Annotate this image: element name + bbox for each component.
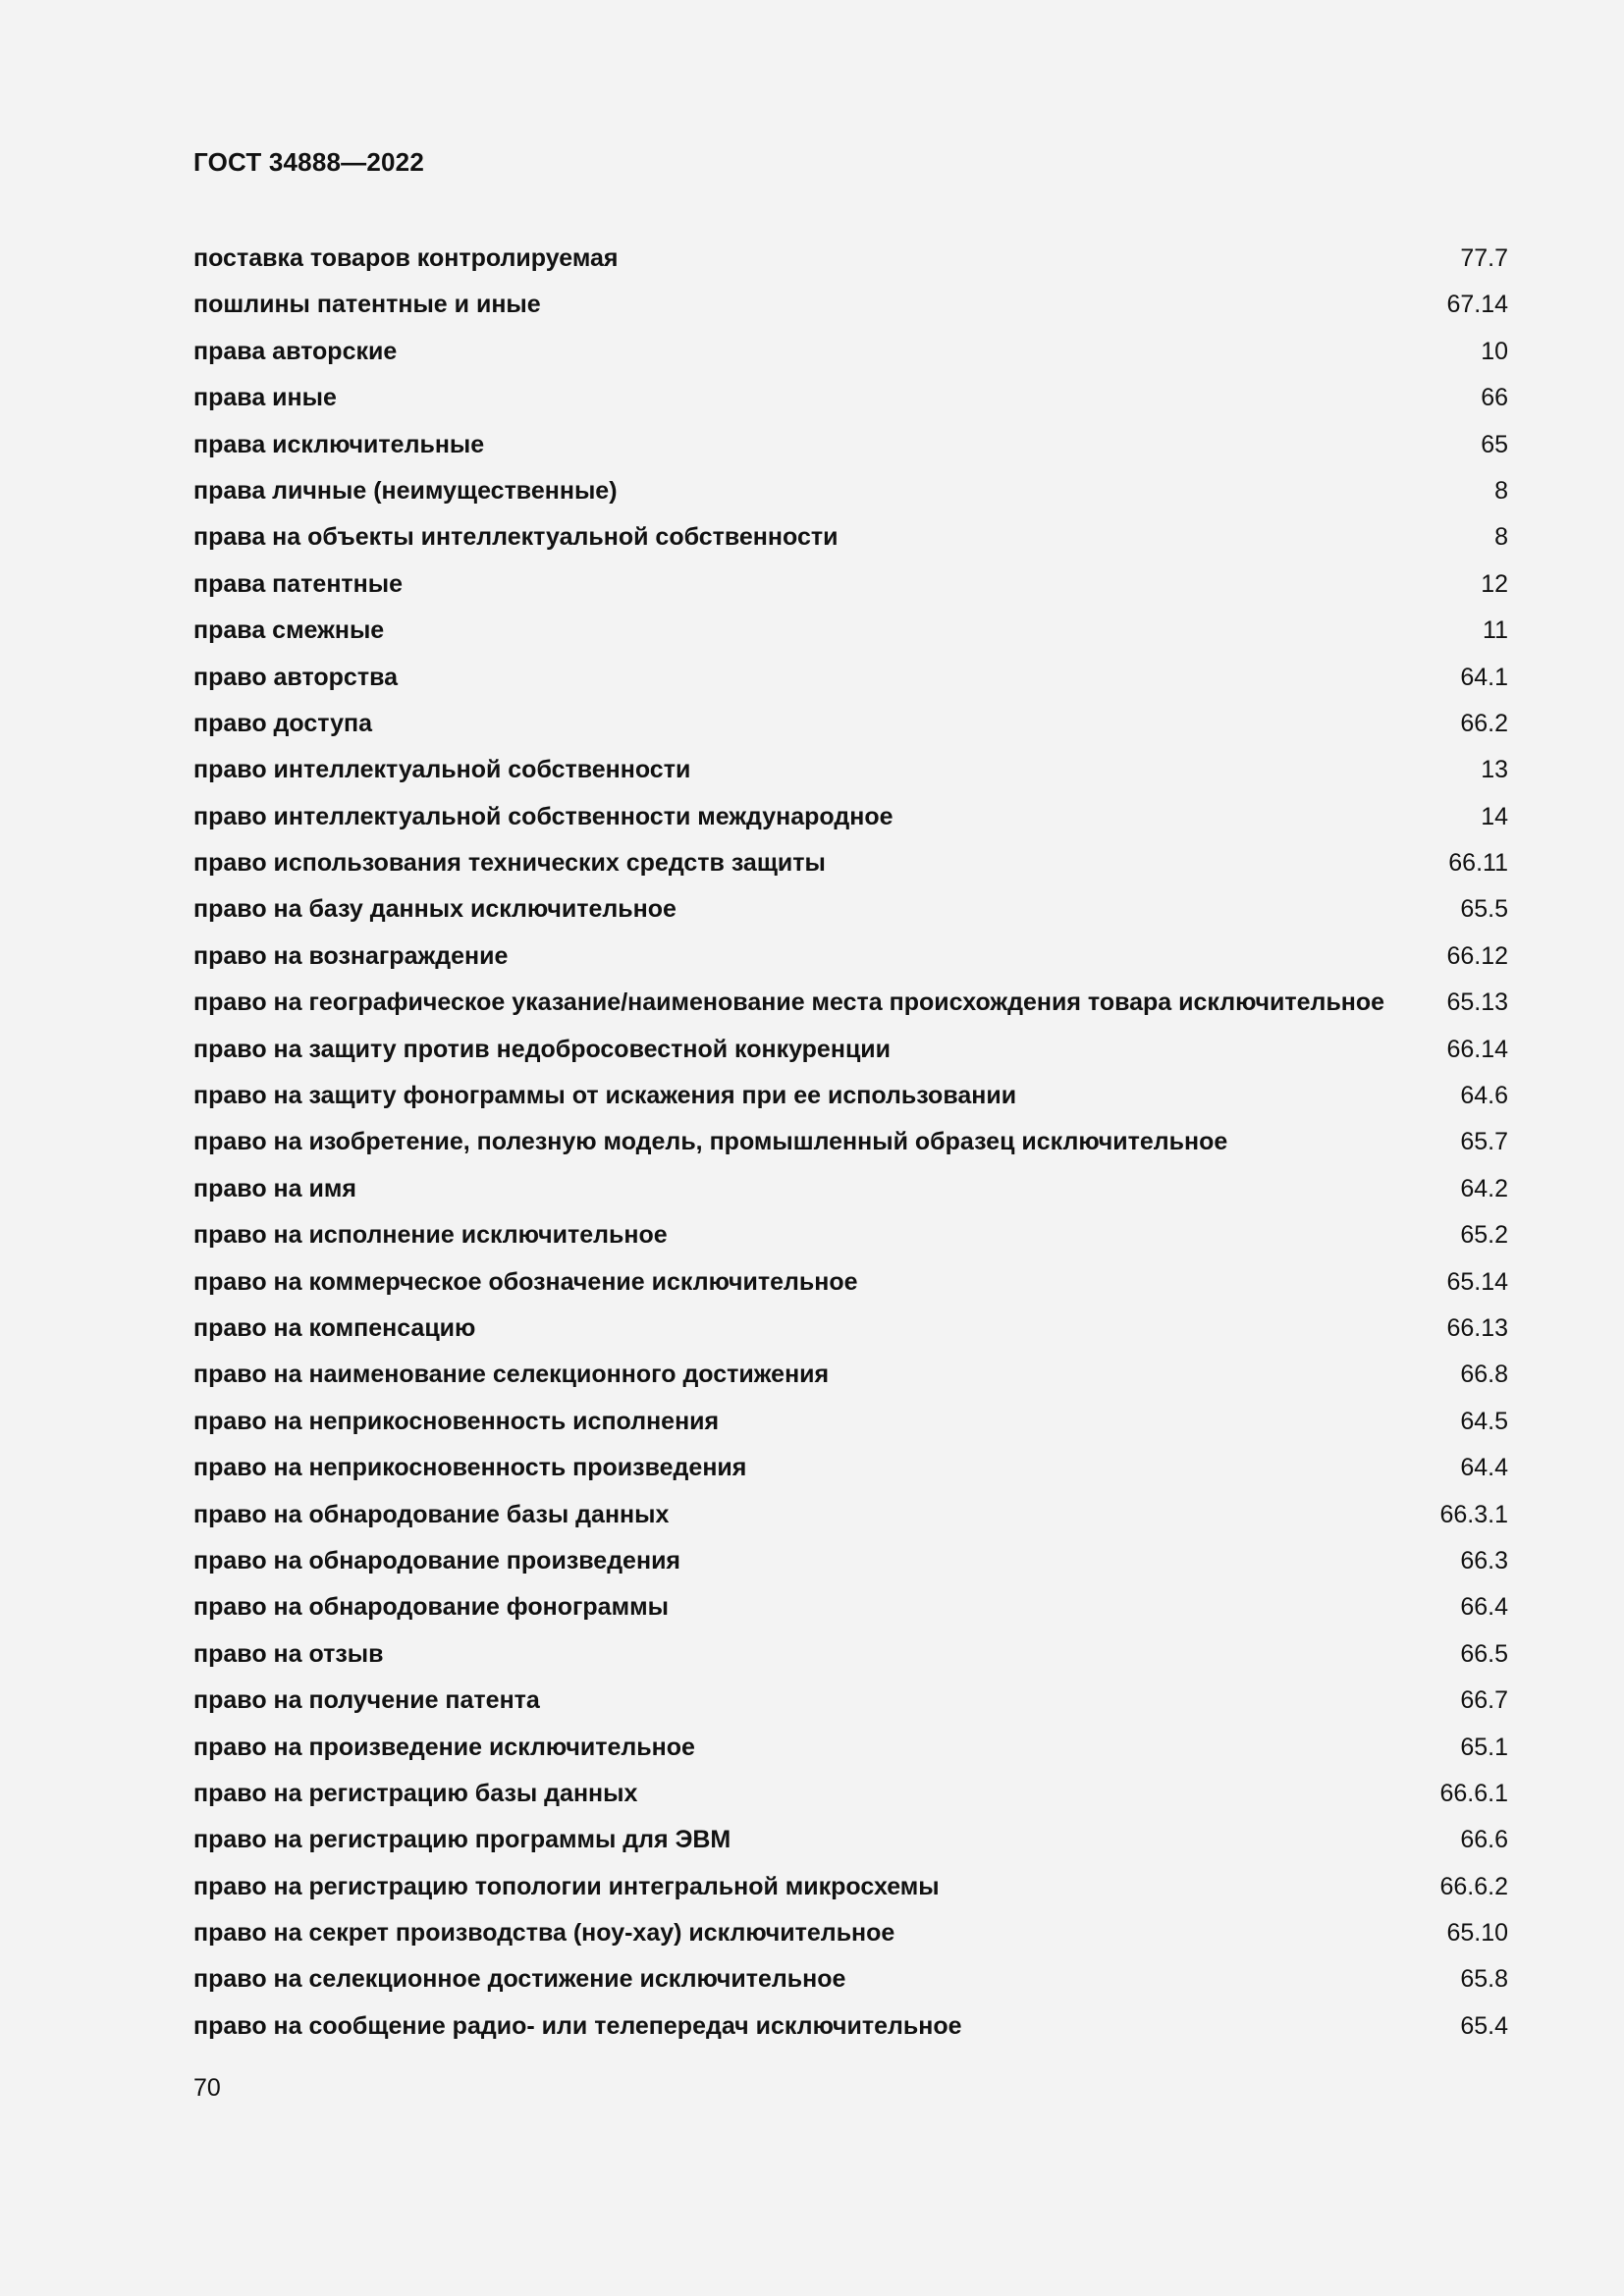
index-entry — [193, 561, 1508, 608]
index-entry — [193, 980, 1508, 1026]
index-entry — [193, 1399, 1508, 1445]
index-entry — [193, 608, 1508, 654]
index-term: право на базу данных исключительное — [193, 895, 677, 924]
index-entry — [193, 1817, 1508, 1863]
index-reference-number: 66 — [1481, 384, 1508, 412]
index-entry — [193, 1119, 1508, 1165]
index-entry — [193, 1584, 1508, 1630]
index-term: поставка товаров контролируемая — [193, 244, 619, 272]
index-reference-number: 66.8 — [1460, 1361, 1508, 1389]
index-reference-number: 65.10 — [1446, 1919, 1508, 1948]
index-term: право на отзыв — [193, 1639, 384, 1668]
index-reference-number: 66.6.2 — [1439, 1872, 1508, 1900]
index-term: права авторские — [193, 337, 398, 365]
index-term: пошлины патентные и иные — [193, 291, 541, 319]
index-term: право на неприкосновенность произведения — [193, 1454, 747, 1482]
index-reference-number: 67.14 — [1446, 291, 1508, 319]
index-term: право на имя — [193, 1174, 356, 1202]
index-term: право на защиту против недобросовестной конкуренции — [193, 1035, 892, 1063]
index-term: право на получение патента — [193, 1686, 540, 1715]
index-term: право на регистрацию топологии интегральной микросхемы — [193, 1872, 940, 1900]
index-entry — [193, 2003, 1508, 2050]
index-reference-number: 65.5 — [1460, 895, 1508, 924]
index-term: права иные — [193, 384, 337, 412]
index-term: право на компенсацию — [193, 1313, 476, 1342]
index-entry — [193, 1631, 1508, 1678]
index-term: право на защиту фонограммы от искажения при ее использовании — [193, 1082, 1017, 1110]
index-reference-number: 14 — [1481, 802, 1508, 830]
index-term: право на сообщение радио- или телепередач исключительное — [193, 2011, 962, 2040]
index-term: права патентные — [193, 569, 404, 598]
index-entry — [193, 1073, 1508, 1119]
index-reference-number: 65.1 — [1460, 1733, 1508, 1761]
page-number: 70 — [193, 2074, 221, 2102]
index-reference-number: 66.13 — [1446, 1313, 1508, 1342]
index-term: право на обнародование базы данных — [193, 1500, 670, 1528]
index-reference-number: 13 — [1481, 756, 1508, 784]
index-reference-number: 64.4 — [1460, 1454, 1508, 1482]
index-entry — [193, 886, 1508, 933]
index-reference-number: 66.12 — [1446, 941, 1508, 970]
index-term: право использования технических средств защиты — [193, 849, 826, 878]
index-term: право на секрет производства (ноу-хау) исключительное — [193, 1919, 895, 1948]
index-reference-number: 66.5 — [1460, 1639, 1508, 1668]
index-term: право авторства — [193, 663, 399, 691]
index-entry — [193, 236, 1508, 282]
index-reference-number: 65.8 — [1460, 1965, 1508, 1994]
index-reference-number: 64.2 — [1460, 1174, 1508, 1202]
index-reference-number: 65.4 — [1460, 2011, 1508, 2040]
index-reference-number: 66.3 — [1460, 1546, 1508, 1575]
index-reference-number: 65 — [1481, 430, 1508, 458]
index-entry — [193, 1492, 1508, 1538]
index-entry — [193, 934, 1508, 980]
index-entry — [193, 1445, 1508, 1491]
index-term: право на исполнение исключительное — [193, 1221, 668, 1250]
index-reference-number: 64.6 — [1460, 1082, 1508, 1110]
index-entry — [193, 1212, 1508, 1258]
index-reference-number: 66.7 — [1460, 1686, 1508, 1715]
index-reference-number: 66.3.1 — [1439, 1500, 1508, 1528]
index-reference-number: 65.2 — [1460, 1221, 1508, 1250]
index-entry — [193, 514, 1508, 561]
index-term: права на объекты интеллектуальной собственности — [193, 523, 839, 552]
index-entry — [193, 655, 1508, 701]
index-entry — [193, 329, 1508, 375]
index-term: права смежные — [193, 616, 385, 645]
index-reference-number: 64.1 — [1460, 663, 1508, 691]
index-entry — [193, 1864, 1508, 1910]
index-entry — [193, 1678, 1508, 1724]
index-entry — [193, 1259, 1508, 1306]
index-reference-number: 64.5 — [1460, 1407, 1508, 1435]
index-term: право на произведение исключительное — [193, 1733, 695, 1761]
index-entry — [193, 701, 1508, 747]
index-term: право на вознаграждение — [193, 941, 509, 970]
index-term: право на коммерческое обозначение исключительное — [193, 1267, 858, 1296]
index-reference-number: 8 — [1494, 476, 1508, 505]
index-entry — [193, 1910, 1508, 1956]
index-term: право на регистрацию программы для ЭВМ — [193, 1826, 731, 1854]
document-standard-title: ГОСТ 34888—2022 — [193, 147, 424, 177]
index-reference-number: 66.6.1 — [1439, 1779, 1508, 1807]
index-term: права исключительные — [193, 430, 485, 458]
index-term: право на обнародование произведения — [193, 1546, 681, 1575]
index-entry — [193, 375, 1508, 421]
index-reference-number: 65.13 — [1446, 988, 1508, 1017]
index-entry — [193, 1166, 1508, 1212]
index-reference-number: 66.14 — [1446, 1035, 1508, 1063]
index-term: право доступа — [193, 709, 373, 737]
index-entry — [193, 1538, 1508, 1584]
index-term: право на географическое указание/наименование места происхождения товара исключительное — [193, 988, 1385, 1017]
index-entry — [193, 1306, 1508, 1352]
index-entry — [193, 840, 1508, 886]
index-term: право интеллектуальной собственности — [193, 756, 691, 784]
index-entry — [193, 1956, 1508, 2002]
index-term: право на наименование селекционного достижения — [193, 1361, 830, 1389]
index-reference-number: 66.6 — [1460, 1826, 1508, 1854]
index-term: право на неприкосновенность исполнения — [193, 1407, 720, 1435]
index-term: право на селекционное достижение исключительное — [193, 1965, 846, 1994]
alphabetical-index-list — [193, 236, 1508, 2050]
index-entry — [193, 1725, 1508, 1771]
index-entry — [193, 747, 1508, 793]
index-reference-number: 66.4 — [1460, 1593, 1508, 1622]
index-reference-number: 12 — [1481, 569, 1508, 598]
index-reference-number: 77.7 — [1460, 244, 1508, 272]
index-entry — [193, 468, 1508, 514]
index-term: право интеллектуальной собственности международное — [193, 802, 893, 830]
index-reference-number: 66.11 — [1448, 849, 1508, 878]
index-term: права личные (неимущественные) — [193, 476, 618, 505]
index-entry — [193, 794, 1508, 840]
index-entry — [193, 1771, 1508, 1817]
index-reference-number: 8 — [1494, 523, 1508, 552]
index-entry — [193, 422, 1508, 468]
index-reference-number: 66.2 — [1460, 709, 1508, 737]
index-term: право на регистрацию базы данных — [193, 1779, 638, 1807]
index-reference-number: 10 — [1481, 337, 1508, 365]
index-reference-number: 65.14 — [1446, 1267, 1508, 1296]
index-entry — [193, 282, 1508, 328]
index-reference-number: 65.7 — [1460, 1128, 1508, 1156]
index-reference-number: 11 — [1483, 616, 1508, 645]
index-term: право на изобретение, полезную модель, промышленный образец исключительное — [193, 1128, 1228, 1156]
index-entry — [193, 1352, 1508, 1398]
index-entry — [193, 1027, 1508, 1073]
index-term: право на обнародование фонограммы — [193, 1593, 669, 1622]
